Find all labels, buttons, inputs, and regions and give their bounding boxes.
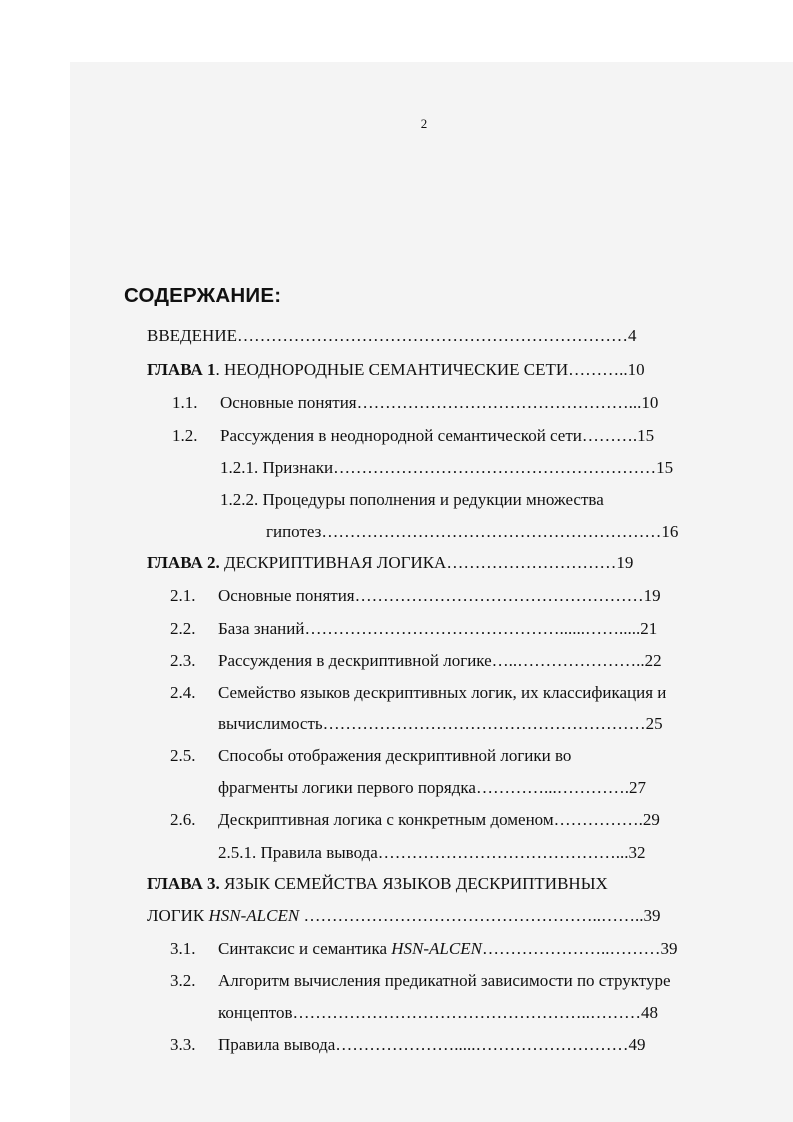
chapter-title: . НЕОДНОРОДНЫЕ СЕМАНТИЧЕСКИЕ СЕТИ………..10	[215, 360, 645, 379]
section-title: Синтаксис и семантика	[218, 939, 392, 958]
section-title: База знаний………………………………………......…….....21	[218, 619, 658, 638]
toc-entry-chapter-1	[147, 359, 645, 381]
toc-entry-text: ВВЕДЕНИЕ……………………………………………………………4	[147, 326, 637, 345]
section-number: 3.2.	[170, 971, 196, 990]
section-title-continued: концептов……………………………………………..………48	[218, 1003, 658, 1022]
section-title-leader: …………………..………39	[481, 939, 678, 958]
section-title-continued: вычислимость…………………………………………………25	[218, 714, 663, 733]
chapter-label: ГЛАВА 1	[147, 360, 216, 379]
section-number: 2.4.	[170, 683, 196, 702]
chapter-title: ЯЗЫК СЕМЕЙСТВА ЯЗЫКОВ ДЕСКРИПТИВНЫХ	[219, 874, 608, 893]
chapter-label: ГЛАВА 3.	[147, 874, 220, 893]
section-title: Семейство языков дескриптивных логик, их классификация и	[218, 683, 667, 702]
toc-entry-2-4-line1	[170, 682, 666, 704]
toc-entry-chapter-2	[147, 552, 633, 574]
page-number: 2	[420, 116, 428, 131]
toc-entry-3-3	[170, 1034, 646, 1056]
section-number: 2.5.	[170, 746, 196, 765]
subsection-title-continued: гипотез……………………………………………………16	[266, 522, 679, 541]
toc-entry-2-5-1	[218, 842, 646, 864]
section-title: Способы отображения дескриптивной логики во	[218, 746, 572, 765]
chapter-label: ГЛАВА 2.	[147, 553, 220, 572]
toc-entry-1-2-2-line2	[266, 521, 678, 543]
toc-entry-2-2	[170, 618, 657, 640]
section-title-continued: фрагменты логики первого порядка…………...………….27	[218, 778, 646, 797]
section-title: Основные понятия…………………………………………...10	[220, 393, 659, 412]
section-number: 1.2.	[172, 426, 198, 445]
subsection-title: 2.5.1. Правила вывода……………………………………...32	[218, 843, 646, 862]
section-number: 3.1.	[170, 939, 196, 958]
toc-entry-3-2-line2	[218, 1002, 658, 1024]
section-number: 2.1.	[170, 586, 196, 605]
section-title: Основные понятия……………………………………………19	[218, 586, 661, 605]
toc-entry-introduction	[147, 325, 636, 347]
language-name: HSN-ALCEN	[391, 939, 482, 958]
subsection-title: 1.2.1. Признаки…………………………………………………15	[220, 458, 674, 477]
section-number: 2.6.	[170, 810, 196, 829]
chapter-title: ДЕСКРИПТИВНАЯ ЛОГИКА…………………………19	[219, 553, 634, 572]
toc-entry-2-5-line1	[170, 745, 571, 767]
section-number: 3.3.	[170, 1035, 196, 1054]
toc-entry-2-3	[170, 650, 662, 672]
toc-entry-1-2-1	[220, 457, 673, 479]
section-number: 2.2.	[170, 619, 196, 638]
toc-entry-2-6	[170, 809, 660, 831]
section-title: Дескриптивная логика с конкретным доменом…………….29	[218, 810, 660, 829]
toc-entry-2-1	[170, 585, 661, 607]
section-number: 1.1.	[172, 393, 198, 412]
section-title: Правила вывода………………….....………………………49	[218, 1035, 646, 1054]
toc-entry-1-2-2-line1	[220, 489, 604, 511]
chapter-title-continued: ЛОГИК	[147, 906, 209, 925]
section-title: Алгоритм вычисления предикатной зависимости по структуре	[218, 971, 671, 990]
section-title: Рассуждения в дескриптивной логике…..…………………..22	[218, 651, 662, 670]
toc-entry-1-2	[172, 425, 654, 447]
toc-entry-3-2-line1	[170, 970, 671, 992]
toc-entry-1-1	[172, 392, 658, 414]
toc-heading: СОДЕРЖАНИЕ:	[124, 284, 282, 307]
toc-entry-chapter-3-line2	[147, 905, 660, 927]
chapter-title-leader: ……………………………………………..……..39	[299, 906, 661, 925]
section-number: 2.3.	[170, 651, 196, 670]
toc-entry-2-5-line2	[218, 777, 646, 799]
toc-entry-chapter-3-line1	[147, 873, 608, 895]
subsection-title: 1.2.2. Процедуры пополнения и редукции множества	[220, 490, 604, 509]
section-title: Рассуждения в неоднородной семантической сети……….15	[220, 426, 655, 445]
toc-entry-2-4-line2	[218, 713, 663, 735]
toc-entry-3-1	[170, 938, 677, 960]
language-name: HSN-ALCEN	[208, 906, 300, 925]
